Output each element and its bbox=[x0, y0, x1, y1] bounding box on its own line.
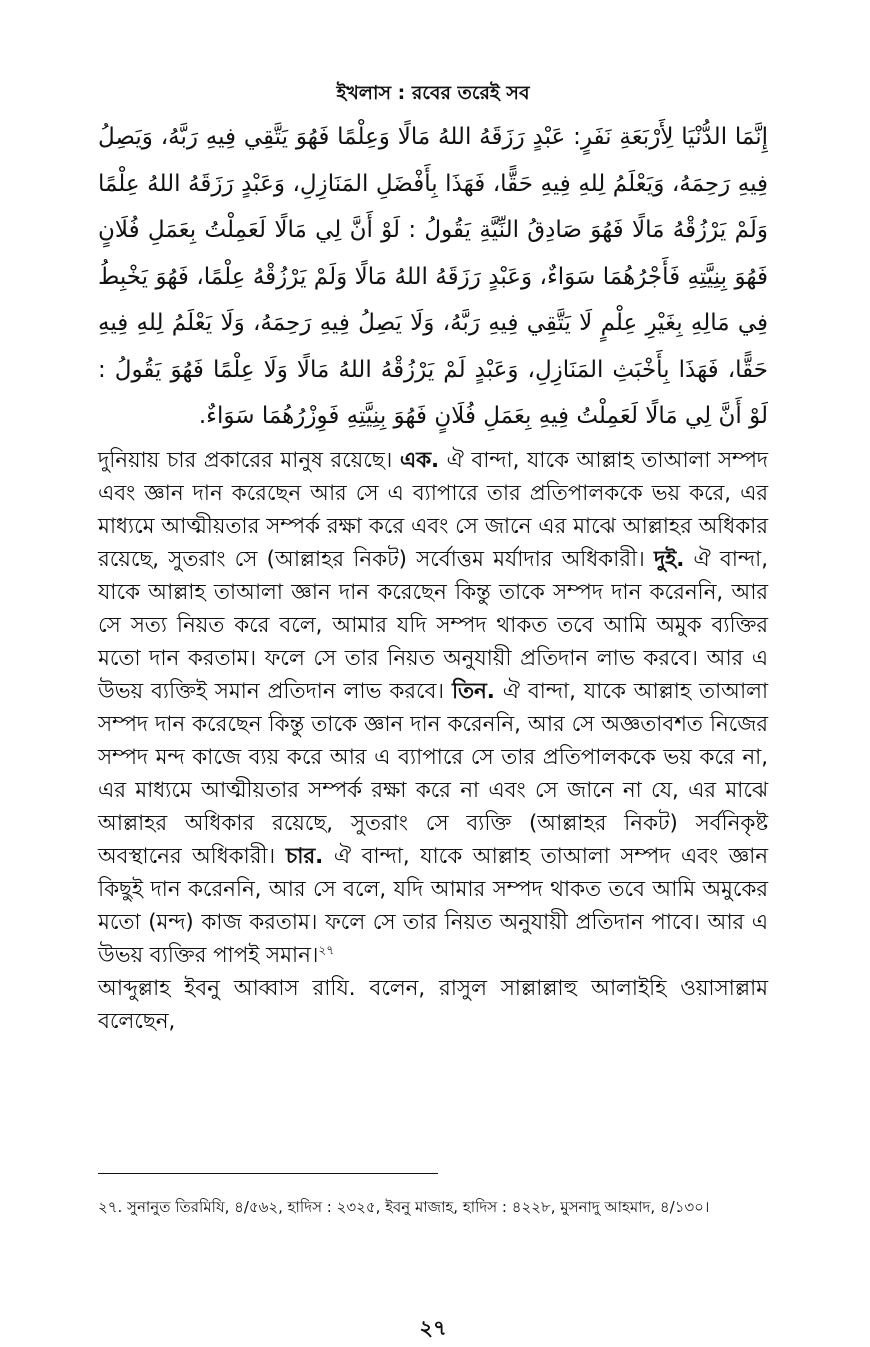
translation-text: ঐ বান্দা, যাকে আল্লাহ তাআলা জ্ঞান দান করেছেন কিন্তু তাকে সম্পদ দান করেননি, আর সে সত্য নিয়ত করে বলে, আমার যদি সম্পদ থাকত তবে আমি অমুক ব্যক্তির মতো দান করতাম। ফলে সে তার নিয়ত অনুযায়ী প্রতিদান লাভ করবে। আর এ উভয় ব্যক্তিই সমান প্রতিদান লাভ করবে। bbox=[98, 546, 768, 704]
translation-text: দুনিয়ায় চার প্রকারের মানুষ রয়েছে। bbox=[98, 447, 400, 473]
translation-text: ঐ বান্দা, যাকে আল্লাহ তাআলা সম্পদ এবং জ্ঞান দান করেছেন আর সে এ ব্যাপারে তার প্রতিপালককে ভয় করে, এর মাধ্যমে আত্মীয়তার সম্পর্ক রক্ষা করে এবং সে জানে এর মাঝে আল্লাহর অধিকার রয়েছে, সুতরাং সে (আল্লাহর নিকট) সর্বোত্তম মর্যাদার অধিকারী। bbox=[98, 447, 768, 572]
point-marker-three: তিন. bbox=[451, 678, 495, 704]
translation-text: ঐ বান্দা, যাকে আল্লাহ তাআলা সম্পদ দান করেছেন কিন্তু তাকে জ্ঞান দান করেননি, আর সে অজ্ঞতাবশত নিজের সম্পদ মন্দ কাজে ব্যয় করে আর এ ব্যাপারে সে তার প্রতিপালককে ভয় করে না, এর মাধ্যমে আত্মীয়তার সম্পর্ক রক্ষা করে না এবং সে জানে না যে, এর মাঝে আল্লাহর অধিকার রয়েছে, সুতরাং সে ব্যক্তি (আল্লাহর নিকট) সর্বনিকৃষ্ট অবস্থানের অধিকারী। bbox=[98, 678, 769, 869]
footnote-text: ২৭. সুনানুত তিরমিযি, ৪/৫৬২, হাদিস : ২৩২৫, ইবনু মাজাহ, হাদিস : ৪২২৮, মুসনাদু আহমাদ, ৪/১৩০। bbox=[98, 1198, 710, 1216]
next-paragraph: আব্দুল্লাহ ইবনু আব্বাস রাযি. বলেন, রাসুল সাল্লাল্লাহু আলাইহি ওয়াসাল্লাম বলেছেন, bbox=[98, 975, 768, 1034]
point-marker-one: এক. bbox=[399, 447, 440, 473]
point-marker-four: চার. bbox=[285, 843, 324, 869]
translation-text: ঐ বান্দা, যাকে আল্লাহ তাআলা সম্পদ এবং জ্ঞান কিছুই দান করেননি, আর সে বলে, যদি আমার সম্পদ থাকত তবে আমি অমুকের মতো (মন্দ) কাজ করতাম। ফলে সে তার নিয়ত অনুযায়ী প্রতিদান পাবে। আর এ উভয় ব্যক্তির পাপই সমান। bbox=[98, 843, 768, 968]
point-marker-two: দুই. bbox=[653, 546, 685, 572]
footnote-divider bbox=[98, 1173, 438, 1174]
page-number: ২৭ bbox=[419, 1316, 447, 1340]
running-head: ইখলাস : রবের তরেই সব bbox=[336, 82, 530, 104]
book-page bbox=[98, 80, 769, 1340]
hadith-arabic-text: إِنَّمَا الدُّنْيَا لِأَرْبَعَةِ نَفَرٍ: عَبْدٍ رَزَقَهُ اللهُ مَالًا وَعِلْمًا فَهُوَ يَتَّقِي فِيهِ رَبَّهُ، وَيَصِلُ فِيهِ رَحِمَهُ، وَيَعْلَمُ لِلهِ فِيهِ حَقًّا، فَهَذَا بِأَفْضَلِ المَنَازِلِ، وَعَبْدٍ رَزَقَهُ اللهُ عِلْمًا وَلَمْ يَرْزُقْهُ مَالًا فَهُوَ صَادِقُ النِّيَّةِ يَقُولُ : لَوْ أَنَّ لِي مَالًا لَعَمِلْتُ بِعَمَلِ فُلَانٍ فَهُوَ بِنِيَّتِهِ فَأَجْرُهُمَا سَوَاءٌ، وَعَبْدٍ رَزَقَهُ اللهُ مَالًا وَلَمْ يَرْزُقْهُ عِلْمًا، فَهُوَ يَخْبِطُ فِي مَالِهِ بِغَيْرِ عِلْمٍ لَا يَتَّقِي فِيهِ رَبَّهُ، وَلَا يَصِلُ فِيهِ رَحِمَهُ، وَلَا يَعْلَمُ لِلهِ فِيهِ حَقًّا، فَهَذَا بِأَخْبَثِ المَنَازِلِ، وَعَبْدٍ لَمْ يَرْزُقْهُ اللهُ مَالًا وَلَا عِلْمًا فَهُوَ يَقُولُ : لَوْ أَنَّ لِي مَالًا لَعَمِلْتُ فِيهِ بِعَمَلِ فُلَانٍ فَهُوَ بِنِيَّتِهِ فَوِزْرُهُمَا سَوَاءٌ. bbox=[98, 124, 768, 429]
translation-paragraph bbox=[98, 444, 768, 972]
footnote-reference[interactable]: ২৭ bbox=[318, 942, 335, 957]
